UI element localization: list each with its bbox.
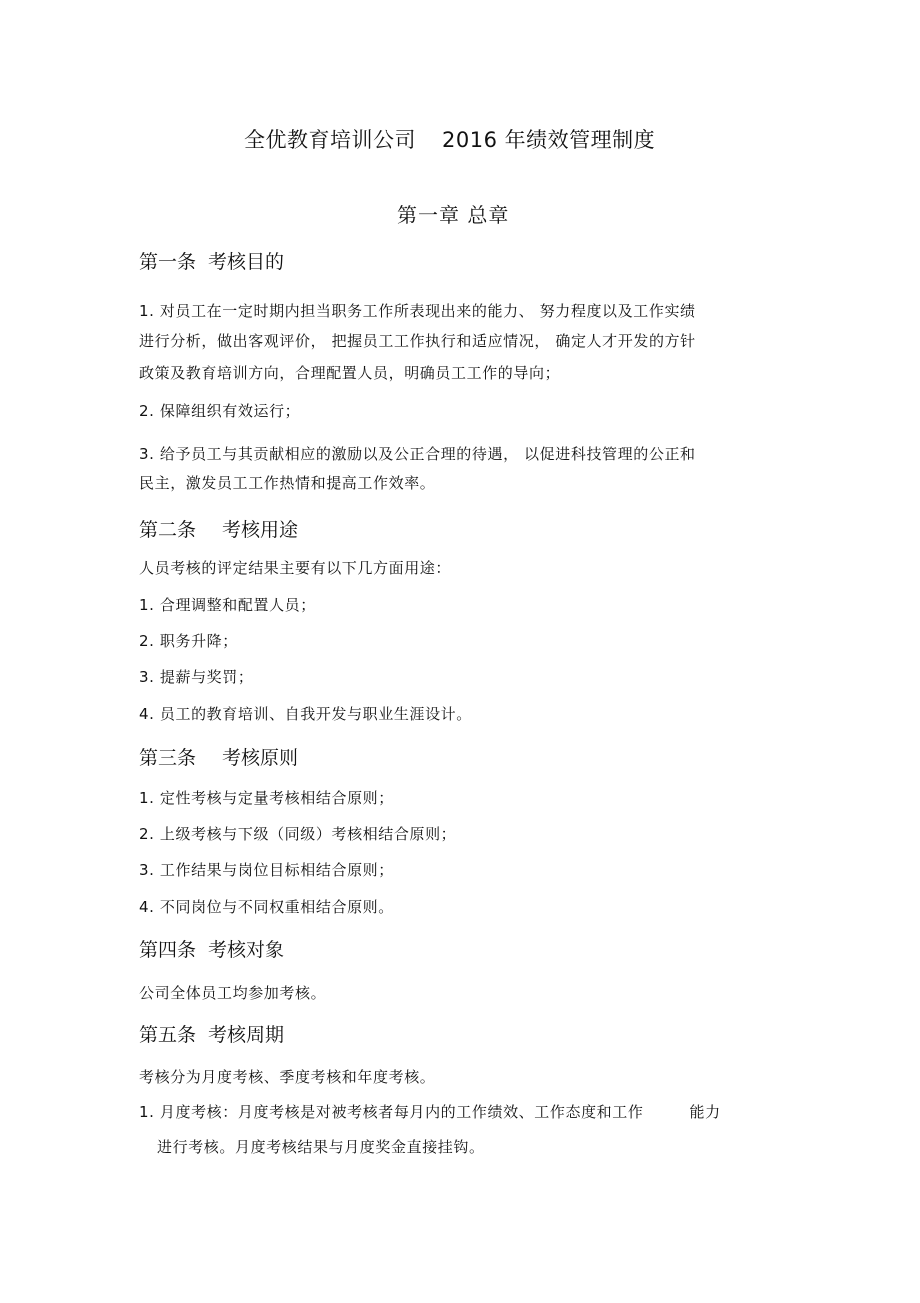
- paragraph-line: 进行考核。月度考核结果与月度奖金直接挂钩。: [157, 1138, 485, 1156]
- article-number: 第五条: [139, 1024, 197, 1046]
- article-name: 考核周期: [208, 1024, 285, 1046]
- title-company: 全优教育培训公司: [244, 128, 416, 152]
- article-number: 第三条: [139, 747, 197, 769]
- list-item-text-tail: 能力: [689, 1103, 721, 1121]
- list-item: 1. 定性考核与定量考核相结合原则；: [139, 789, 394, 807]
- chapter-heading: 第一章 总章: [397, 203, 510, 227]
- article-1-heading: [139, 247, 284, 274]
- paragraph-line: 3. 给予员工与其贡献相应的激励以及公正合理的待遇， 以促进科技管理的公正和: [139, 445, 696, 463]
- article-5-heading: [139, 1020, 284, 1047]
- paragraph-line: 公司全体员工均参加考核。: [139, 984, 327, 1002]
- article-name: 考核对象: [208, 939, 285, 961]
- article-number: 第一条: [139, 251, 197, 273]
- paragraph-line: 1. 对员工在一定时期内担当职务工作所表现出来的能力、 努力程度以及工作实绩: [139, 302, 696, 320]
- list-item: 4. 员工的教育培训、自我开发与职业生涯设计。: [139, 705, 472, 723]
- paragraph-line: 民主，激发员工工作热情和提高工作效率。: [139, 474, 436, 492]
- list-item: 3. 工作结果与岗位目标相结合原则；: [139, 861, 394, 879]
- paragraph-line: 进行分析，做出客观评价， 把握员工工作执行和适应情况， 确定人才开发的方针: [139, 332, 696, 350]
- article-name: 考核用途: [222, 519, 299, 541]
- article-name: 考核目的: [208, 251, 285, 273]
- list-item: 3. 提薪与奖罚；: [139, 668, 254, 686]
- list-item-text: 1. 月度考核：月度考核是对被考核者每月内的工作绩效、工作态度和工作: [139, 1103, 644, 1121]
- document-title: [244, 124, 655, 154]
- article-3-heading: [139, 743, 298, 770]
- paragraph-line: 2. 保障组织有效运行；: [139, 402, 301, 420]
- article-4-heading: [139, 935, 284, 962]
- title-year: 2016 年绩效管理制度: [442, 128, 656, 152]
- article-name: 考核原则: [222, 747, 299, 769]
- paragraph-line: 政策及教育培训方向，合理配置人员，明确员工工作的导向；: [139, 364, 561, 382]
- article-number: 第四条: [139, 939, 197, 961]
- list-item: 4. 不同岗位与不同权重相结合原则。: [139, 898, 394, 916]
- article-number: 第二条: [139, 519, 197, 541]
- list-item: [139, 1101, 721, 1122]
- paragraph-line: 考核分为月度考核、季度考核和年度考核。: [139, 1068, 436, 1086]
- list-item: 1. 合理调整和配置人员；: [139, 596, 316, 614]
- article-2-heading: [139, 515, 298, 542]
- paragraph-line: 人员考核的评定结果主要有以下几方面用途：: [139, 559, 452, 577]
- list-item: 2. 上级考核与下级（同级）考核相结合原则；: [139, 825, 457, 843]
- list-item: 2. 职务升降；: [139, 632, 238, 650]
